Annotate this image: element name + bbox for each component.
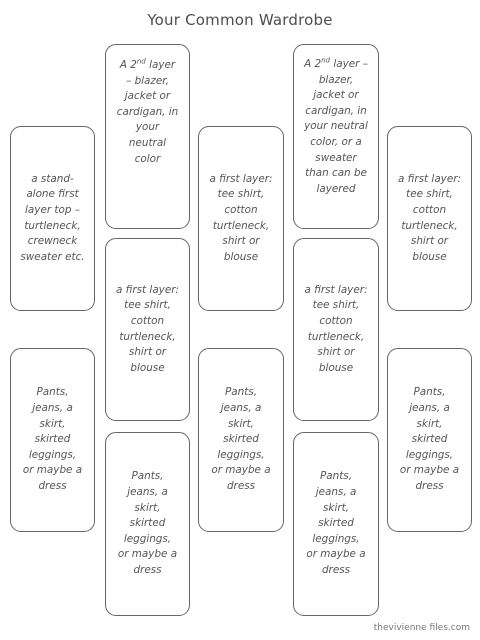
superscript: nd (321, 56, 331, 65)
card-blazer-right (293, 44, 379, 229)
card-pants-far-left (10, 348, 95, 532)
card-text: Pants, jeans, a skirt, skirted leggings, or maybe a dress (399, 386, 460, 492)
card-first-layer-right-middle (293, 238, 379, 421)
card-text (302, 57, 370, 197)
card-pants-left-bottom (105, 432, 190, 616)
card-text-part: A 2 (119, 59, 137, 71)
card-pants-right-bottom (293, 432, 379, 616)
card-pants-far-right (387, 348, 472, 532)
card-first-layer-left-middle (105, 238, 190, 421)
page-title: Your Common Wardrobe (147, 11, 333, 29)
card-text-part: A 2 (304, 58, 322, 70)
card-text: a first layer: tee shirt, cotton turtleneck, shirt or blouse (304, 283, 368, 374)
card-text: a first layer: tee shirt, cotton turtleneck, shirt or blouse (209, 172, 273, 263)
card-standalone-top (10, 126, 95, 311)
card-text: Pants, jeans, a skirt, skirted leggings, or maybe a dress (211, 386, 271, 492)
card-blazer-left (105, 44, 190, 229)
card-text-part: layer – blazer, jacket or cardigan, in your neutral color, or a sweater than can be layered (304, 58, 368, 195)
card-text: a first layer: tee shirt, cotton turtleneck, shirt or blouse (115, 283, 179, 374)
card-first-layer-center-upper (198, 126, 284, 311)
card-text: Pants, jeans, a skirt, skirted leggings, or maybe a dress (306, 470, 366, 576)
card-text: Pants, jeans, a skirt, skirted leggings, or maybe a dress (117, 470, 178, 576)
card-text: Pants, jeans, a skirt, skirted leggings, or maybe a dress (22, 386, 83, 492)
card-text (117, 58, 179, 167)
card-pants-center-left (198, 348, 284, 532)
footer-credit: thevivienne files.com (373, 623, 470, 633)
card-first-layer-right-upper (387, 126, 472, 311)
card-text: a first layer: tee shirt, cotton turtleneck, shirt or blouse (397, 172, 461, 263)
card-text: a stand-alone first layer top – turtleneck, crewneck sweater etc. (20, 172, 85, 263)
card-text-part: layer – blazer, jacket or cardigan, in your neutral color (116, 59, 179, 165)
superscript: nd (136, 57, 146, 66)
